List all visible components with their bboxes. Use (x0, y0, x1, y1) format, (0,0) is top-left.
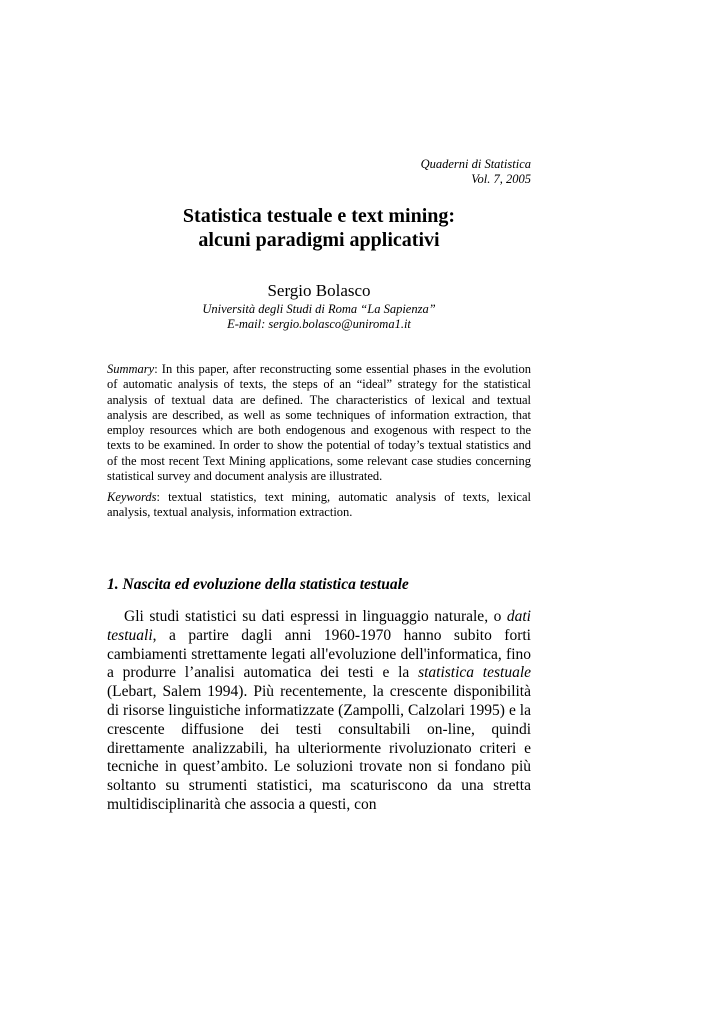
author-affiliation-block (107, 302, 531, 332)
body-emphasis-statistica-testuale: statistica testuale (418, 664, 532, 682)
body-paragraph (107, 608, 531, 815)
keywords-text: : textual statistics, text mining, automatic analysis of texts, lexical analysis, textual analysis, information extraction. (107, 490, 531, 520)
body-text-part-3: (Lebart, Salem 1994). Più recentemente, la crescente disponibilità di risorse linguistiche informatizzate (Zampolli, Calzolari 1995) e la crescente diffusione dei testi consultabili on-line, quindi direttamente analizzabili, ha ulteriormente rivoluzionato criteri e tecniche in quest’ambito. Le soluzioni trovate non si fondano più soltanto su strumenti statistici, ma scaturiscono da una stretta multidisciplinarità che associa a questi, con (107, 683, 531, 813)
journal-header (421, 157, 531, 187)
body-text-part-1: Gli studi statistici su dati espressi in linguaggio naturale, o (124, 608, 507, 625)
body-text-part-2: , a partire dagli anni 1960-1970 hanno subito forti cambiamenti strettamente legati all'evoluzione dell'informatica, fino a produrre l’analisi automatica dei testi e la (107, 626, 531, 682)
section-heading: 1. Nascita ed evoluzione della statistica testuale (107, 576, 409, 593)
author-name: Sergio Bolasco (267, 281, 371, 300)
author-email: E-mail: sergio.bolasco@uniroma1.it (227, 317, 411, 331)
summary-label: Summary (107, 362, 155, 376)
keywords-paragraph (107, 490, 531, 521)
journal-volume: Vol. 7, 2005 (471, 172, 531, 186)
author-affiliation: Università degli Studi di Roma “La Sapienza” (202, 302, 436, 316)
body-emphasis-dati-testuali: dati testuali (107, 608, 531, 644)
journal-name: Quaderni di Statistica (420, 157, 531, 171)
summary-paragraph (107, 362, 531, 484)
paper-title (107, 204, 531, 252)
title-line-2: alcuni paradigmi applicativi (198, 229, 440, 251)
keywords-label: Keywords (107, 490, 157, 504)
summary-text: : In this paper, after reconstructing some essential phases in the evolution of automatic analysis of texts, the steps of an “ideal” strategy for the statistical analysis of textual data are defined. The characteristics of lexical and textual analysis are described, as well as some techniques of information extraction, that employ resources which are both endogenous and exogenous with respect to the texts to be examined. In order to show the potential of today’s textual statistics and of the most recent Text Mining applications, some relevant case studies concerning statistical survey and document analysis are illustrated. (107, 362, 531, 483)
title-line-1: Statistica testuale e text mining: (182, 205, 456, 227)
